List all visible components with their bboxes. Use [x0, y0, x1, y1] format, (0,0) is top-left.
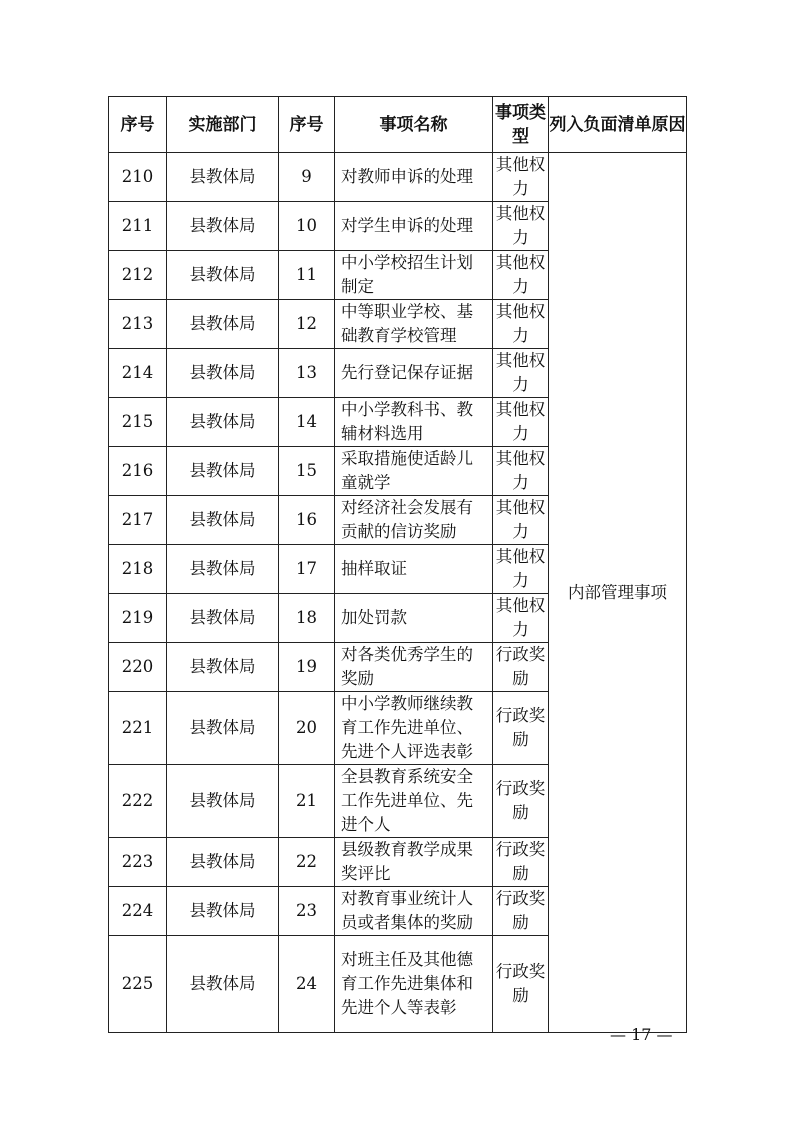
row-seq: 212 [109, 251, 167, 300]
row-sub-seq: 19 [279, 643, 335, 692]
row-name: 县级教育教学成果奖评比 [335, 838, 493, 887]
row-dept: 县教体局 [167, 643, 279, 692]
row-dept: 县教体局 [167, 594, 279, 643]
row-dept: 县教体局 [167, 936, 279, 1033]
row-seq: 224 [109, 887, 167, 936]
row-seq: 215 [109, 398, 167, 447]
row-type: 其他权力 [493, 545, 549, 594]
table-header-row [109, 97, 687, 153]
row-sub-seq: 24 [279, 936, 335, 1033]
header-name: 事项名称 [335, 97, 493, 153]
row-dept: 县教体局 [167, 838, 279, 887]
row-dept: 县教体局 [167, 887, 279, 936]
row-type: 其他权力 [493, 153, 549, 202]
row-name: 全县教育系统安全工作先进单位、先进个人 [335, 765, 493, 838]
header-reason: 列入负面清单原因 [549, 97, 687, 153]
row-sub-seq: 10 [279, 202, 335, 251]
row-seq: 216 [109, 447, 167, 496]
row-seq: 211 [109, 202, 167, 251]
row-sub-seq: 15 [279, 447, 335, 496]
row-dept: 县教体局 [167, 153, 279, 202]
row-seq: 214 [109, 349, 167, 398]
row-type: 行政奖励 [493, 887, 549, 936]
row-seq: 221 [109, 692, 167, 765]
row-type: 行政奖励 [493, 643, 549, 692]
row-name: 抽样取证 [335, 545, 493, 594]
row-type: 其他权力 [493, 251, 549, 300]
row-dept: 县教体局 [167, 398, 279, 447]
reason-cell: 内部管理事项 [549, 153, 687, 1033]
row-name: 加处罚款 [335, 594, 493, 643]
header-sub-seq: 序号 [279, 97, 335, 153]
row-sub-seq: 12 [279, 300, 335, 349]
row-seq: 217 [109, 496, 167, 545]
row-type: 行政奖励 [493, 765, 549, 838]
table-row [109, 153, 687, 202]
row-name: 对班主任及其他德育工作先进集体和先进个人等表彰 [335, 936, 493, 1033]
row-name: 中等职业学校、基础教育学校管理 [335, 300, 493, 349]
row-name: 对各类优秀学生的奖励 [335, 643, 493, 692]
row-seq: 219 [109, 594, 167, 643]
negative-list-table [108, 96, 687, 1033]
row-type: 其他权力 [493, 496, 549, 545]
row-name: 先行登记保存证据 [335, 349, 493, 398]
row-seq: 218 [109, 545, 167, 594]
row-type: 其他权力 [493, 594, 549, 643]
row-dept: 县教体局 [167, 300, 279, 349]
row-name: 中小学教科书、教辅材料选用 [335, 398, 493, 447]
row-name: 对学生申诉的处理 [335, 202, 493, 251]
row-sub-seq: 9 [279, 153, 335, 202]
row-name: 对经济社会发展有贡献的信访奖励 [335, 496, 493, 545]
row-type: 其他权力 [493, 349, 549, 398]
header-seq: 序号 [109, 97, 167, 153]
row-sub-seq: 17 [279, 545, 335, 594]
header-dept: 实施部门 [167, 97, 279, 153]
row-sub-seq: 20 [279, 692, 335, 765]
row-dept: 县教体局 [167, 692, 279, 765]
row-name: 采取措施使适龄儿童就学 [335, 447, 493, 496]
row-seq: 213 [109, 300, 167, 349]
row-dept: 县教体局 [167, 202, 279, 251]
row-type: 其他权力 [493, 300, 549, 349]
row-type: 行政奖励 [493, 692, 549, 765]
row-sub-seq: 18 [279, 594, 335, 643]
row-sub-seq: 14 [279, 398, 335, 447]
row-dept: 县教体局 [167, 349, 279, 398]
page-number: — 17 — [610, 1025, 673, 1044]
row-sub-seq: 13 [279, 349, 335, 398]
row-dept: 县教体局 [167, 447, 279, 496]
row-type: 其他权力 [493, 447, 549, 496]
row-sub-seq: 16 [279, 496, 335, 545]
row-name: 中小学校招生计划制定 [335, 251, 493, 300]
row-dept: 县教体局 [167, 765, 279, 838]
row-sub-seq: 22 [279, 838, 335, 887]
row-sub-seq: 11 [279, 251, 335, 300]
header-type: 事项类型 [493, 97, 549, 153]
row-type: 其他权力 [493, 398, 549, 447]
row-seq: 223 [109, 838, 167, 887]
row-type: 行政奖励 [493, 936, 549, 1033]
row-seq: 222 [109, 765, 167, 838]
row-dept: 县教体局 [167, 251, 279, 300]
row-seq: 210 [109, 153, 167, 202]
row-sub-seq: 23 [279, 887, 335, 936]
row-name: 对教育事业统计人员或者集体的奖励 [335, 887, 493, 936]
row-sub-seq: 21 [279, 765, 335, 838]
row-seq: 220 [109, 643, 167, 692]
row-name: 对教师申诉的处理 [335, 153, 493, 202]
row-name: 中小学教师继续教育工作先进单位、先进个人评选表彰 [335, 692, 493, 765]
row-type: 其他权力 [493, 202, 549, 251]
row-dept: 县教体局 [167, 496, 279, 545]
row-type: 行政奖励 [493, 838, 549, 887]
row-seq: 225 [109, 936, 167, 1033]
row-dept: 县教体局 [167, 545, 279, 594]
